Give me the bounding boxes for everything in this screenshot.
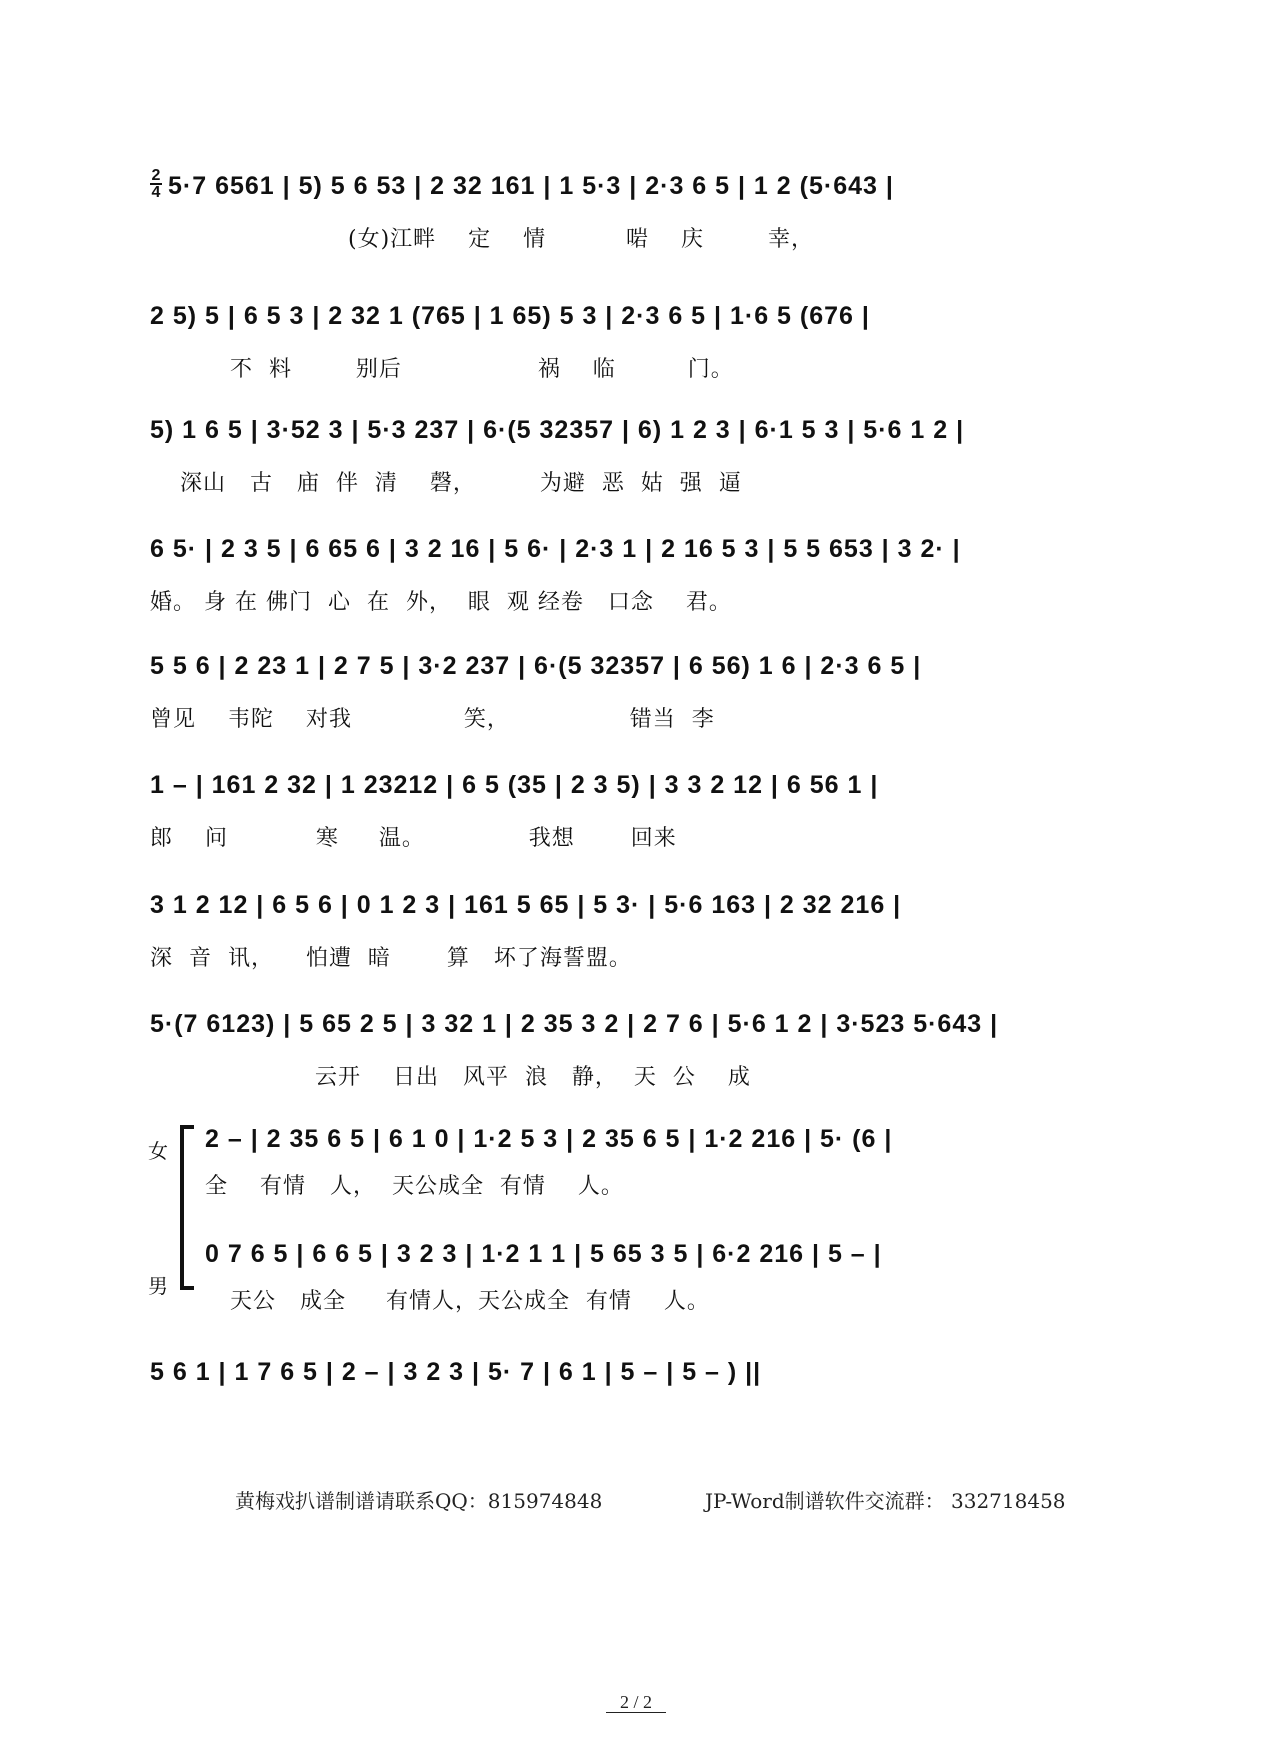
notation-line: 2 5) 5 | 6 5 3 | 2 32 1 (765 | 1 65) 5 3 | 2·3 6 5 | 1·6 5 (676 |: [150, 302, 870, 330]
lyrics-line: 天公 成全 有情人，天公成全 有情 人。: [230, 1289, 710, 1314]
time-signature-top: 2: [151, 167, 161, 184]
lyrics-line: 深山 古 庙 伴 清 磬， 为避 恶 姑 强 逼: [180, 471, 742, 496]
notation-line: 0 7 6 5 | 6 6 5 | 3 2 3 | 1·2 1 1 | 5 65 3 5 | 6·2 216 | 5 – |: [205, 1240, 882, 1268]
page-number-text: 2 / 2: [606, 1692, 666, 1713]
lyrics-line: 云开 日出 风平 浪 静， 天 公 成: [315, 1065, 751, 1090]
footer-contact-right: JP-Word制谱软件交流群： 332718458: [705, 1489, 1066, 1513]
notation-line: 5 6 1 | 1 7 6 5 | 2 – | 3 2 3 | 5· 7 | 6 1 | 5 – | 5 – ) ||: [150, 1358, 762, 1386]
lyrics-line: 曾见 韦陀 对我 笑， 错当 李: [150, 707, 715, 732]
notation-line: 6 5· | 2 3 5 | 6 65 6 | 3 2 16 | 5 6· | 2·3 1 | 2 16 5 3 | 5 5 653 | 3 2· |: [150, 535, 961, 563]
notation-line: 2 – | 2 35 6 5 | 6 1 0 | 1·2 5 3 | 2 35 6 5 | 1·2 216 | 5· (6 |: [205, 1125, 893, 1153]
duet-bracket: [180, 1125, 190, 1290]
lyrics-line: 不 料 别后 祸 临 门。: [230, 357, 734, 382]
voice-label-male: 男: [148, 1274, 168, 1298]
lyrics-line: 婚。 身 在 佛门 心 在 外， 眼 观 经卷 口念 君。: [150, 590, 732, 615]
notation-line: 3 1 2 12 | 6 5 6 | 0 1 2 3 | 161 5 65 | 5 3· | 5·6 163 | 2 32 216 |: [150, 891, 902, 919]
voice-label-female: 女: [148, 1139, 168, 1163]
time-signature-bottom: 4: [151, 184, 161, 201]
lyrics-line: 全 有情 人， 天公成全 有情 人。: [205, 1174, 624, 1199]
notation-line: 5 5 6 | 2 23 1 | 2 7 5 | 3·2 237 | 6·(5 32357 | 6 56) 1 6 | 2·3 6 5 |: [150, 652, 922, 680]
lyrics-line: 郎 问 寒 温。 我想 回来: [150, 826, 677, 851]
notation-line: 5) 1 6 5 | 3·52 3 | 5·3 237 | 6·(5 32357 | 6) 1 2 3 | 6·1 5 3 | 5·6 1 2 |: [150, 416, 965, 444]
notation-line: 1 – | 161 2 32 | 1 23212 | 6 5 (35 | 2 3 5) | 3 3 2 12 | 6 56 1 |: [150, 771, 879, 799]
notation-line: 5·7 6561 | 5) 5 6 53 | 2 32 161 | 1 5·3 | 2·3 6 5 | 1 2 (5·643 |: [168, 172, 894, 200]
time-signature: [150, 168, 162, 200]
notation-line: 5·(7 6123) | 5 65 2 5 | 3 32 1 | 2 35 3 2 | 2 7 6 | 5·6 1 2 | 3·523 5·643 |: [150, 1010, 999, 1038]
footer-contact-left: 黄梅戏扒谱制谱请联系QQ：815974848: [235, 1489, 603, 1513]
lyrics-line: (女)江畔 定 情 啱 庆 幸，: [348, 227, 814, 252]
page-number: [0, 1692, 1272, 1713]
lyrics-line: 深 音 讯， 怕遭 暗 算 坏了海誓盟。: [150, 946, 632, 971]
